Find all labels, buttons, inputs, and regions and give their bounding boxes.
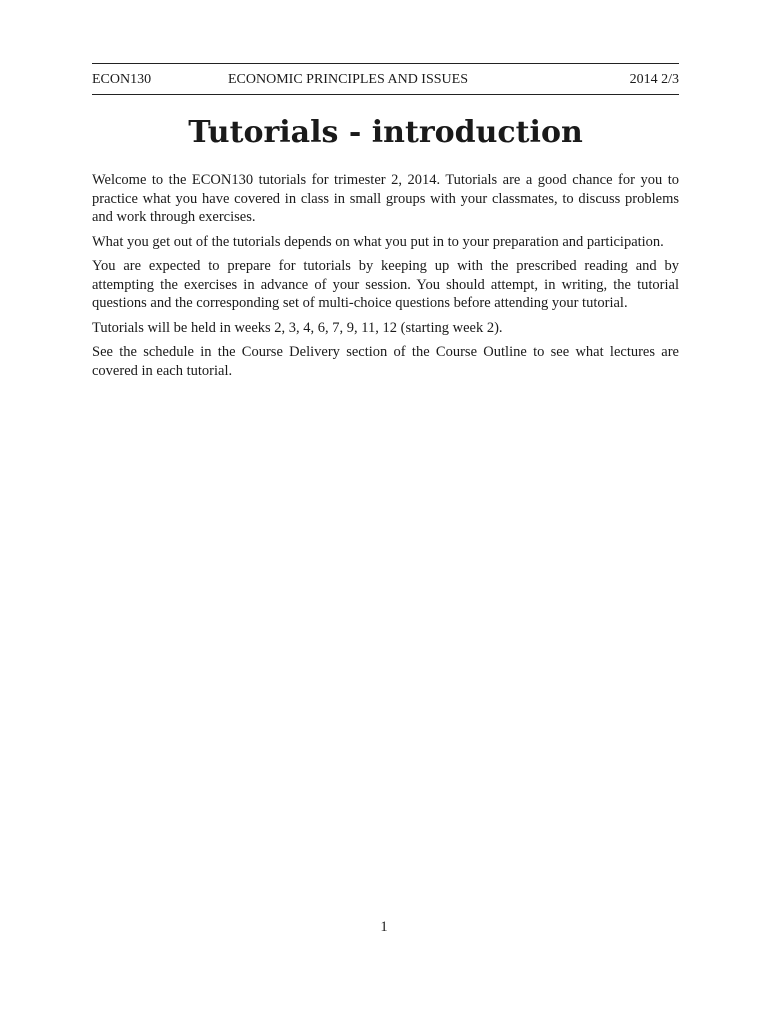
paragraph-participation: What you get out of the tutorials depends on what you put in to your preparation and participation. (92, 233, 664, 250)
paragraph-welcome: Welcome to the ECON130 tutorials for trimester 2, 2014. Tutorials are a good chance for you to practice what you have covered in class in small groups with your classmates, to discuss problems and work through exercises. (92, 172, 679, 225)
page-number: 1 (380, 919, 388, 935)
header-bottom-rule (92, 94, 679, 95)
body-text (92, 171, 679, 386)
course-title: ECONOMIC PRINCIPLES AND ISSUES (228, 72, 468, 87)
paragraph-schedule-weeks: Tutorials will be held in weeks 2, 3, 4, 6, 7, 9, 11, 12 (starting week 2). (92, 319, 503, 336)
running-header (92, 70, 679, 90)
term-label: 2014 2/3 (629, 72, 679, 87)
paragraph-preparation: You are expected to prepare for tutorials by keeping up with the prescribed reading and by attempting the exercises in advance of your session. You should attempt, in writing, the tutorial questions and the corresponding set of multi-choice questions before attending your tutorial. (92, 258, 679, 311)
paragraph-course-outline: See the schedule in the Course Delivery section of the Course Outline to see what lectures are covered in each tutorial. (92, 344, 679, 379)
page-title: Tutorials - introduction (188, 115, 583, 150)
course-code: ECON130 (92, 72, 152, 87)
header-top-rule (92, 63, 679, 64)
